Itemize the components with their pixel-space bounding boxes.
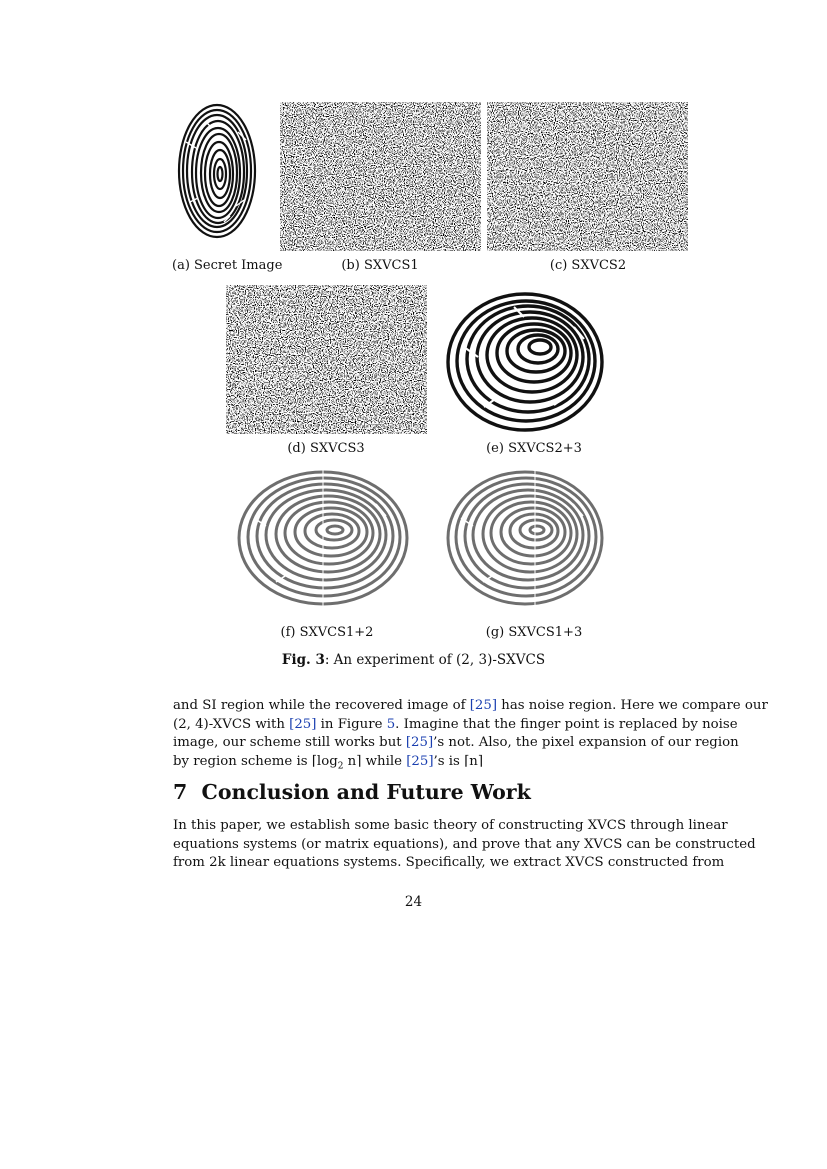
caption-g: (g) SXVCS1+3 (485, 625, 583, 640)
figure-caption-prefix: Fig. 3 (281, 652, 325, 668)
fingerprint-recovered-black-icon (444, 287, 606, 433)
section-heading (173, 780, 531, 804)
caption-a: (a) Secret Image (172, 258, 283, 273)
section-number: 7 (173, 780, 188, 804)
subfigure-d-sxvcs3-share (226, 285, 427, 434)
noise-share-1-icon (280, 102, 481, 251)
paragraph-line: and SI region while the recovered image of [25] has noise region. Here we compare our (173, 698, 768, 713)
paragraph-comparison (173, 697, 768, 776)
figure-caption-text: : An experiment of (2, 3)-SXVCS (324, 652, 546, 668)
figure-reference-link[interactable]: 5 (386, 716, 396, 732)
caption-b: (b) SXVCS1 (341, 258, 419, 273)
figure-caption (0, 652, 827, 668)
caption-d: (d) SXVCS3 (287, 441, 365, 456)
paragraph-conclusion (173, 817, 756, 873)
subfigure-b-sxvcs1-share (280, 102, 481, 251)
fingerprint-recovered-gray-1-icon (236, 468, 410, 608)
page-number: 24 (404, 894, 423, 910)
caption-f: (f) SXVCS1+2 (280, 625, 374, 640)
fingerprint-recovered-gray-2-icon (445, 468, 606, 608)
noise-share-2-icon (487, 102, 688, 251)
paragraph-line: by region scheme is $⌈\log_2$ n⌉ while [25]’s is ⌈n⌉ (173, 753, 484, 772)
paragraph-line: from 2k linear equations systems. Specifically, we extract XVCS constructed from (173, 855, 725, 870)
subfigure-g-sxvcs1-3-recovered (445, 468, 606, 608)
noise-share-3-icon (226, 285, 427, 434)
subfigure-e-sxvcs2-3-recovered (444, 287, 606, 433)
caption-c: (c) SXVCS2 (549, 258, 627, 273)
paragraph-line: image, our scheme still works but [25]’s not. Also, the pixel expansion of our region (173, 735, 739, 750)
caption-e: (e) SXVCS2+3 (486, 441, 582, 456)
citation-link[interactable]: [25] (406, 753, 434, 769)
fingerprint-secret-icon (176, 102, 258, 240)
paragraph-line: (2, 4)-XVCS with [25] in Figure 5. Imagine that the finger point is replaced by noise (173, 716, 738, 732)
subfigure-c-sxvcs2-share (487, 102, 688, 251)
citation-link[interactable]: [25] (469, 698, 498, 713)
citation-link[interactable]: [25] (289, 716, 317, 732)
paragraph-line: equations systems (or matrix equations), and prove that any XVCS can be constructed (173, 836, 756, 852)
citation-link[interactable]: [25] (405, 735, 434, 750)
subfigure-f-sxvcs1-2-recovered (236, 468, 410, 608)
subfigure-a-secret-image (176, 102, 258, 240)
section-title: Conclusion and Future Work (201, 780, 531, 804)
paragraph-line: In this paper, we establish some basic theory of constructing XVCS through linear (173, 818, 728, 833)
